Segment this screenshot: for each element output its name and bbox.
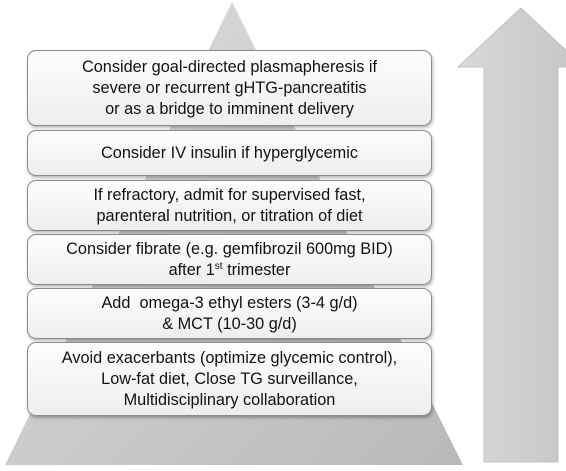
step-line: severe or recurrent gHTG-pancreatitis <box>92 78 367 97</box>
step-fibrate <box>27 234 432 285</box>
step-line: parenteral nutrition, or titration of diet <box>96 206 363 225</box>
step-line: or as a bridge to imminent delivery <box>105 99 354 118</box>
step-line: Consider IV insulin if hyperglycemic <box>101 143 358 162</box>
escalation-arrow-icon <box>458 8 566 462</box>
step-line: If refractory, admit for supervised fast, <box>93 185 366 204</box>
step-line: Consider goal-directed plasmapheresis if <box>81 57 378 76</box>
step-line: Add omega-3 ethyl esters (3-4 g/d) <box>101 293 358 312</box>
step-baseline-measures <box>27 342 432 416</box>
step-plasmapheresis <box>27 50 432 126</box>
step-line: Consider fibrate (e.g. gemfibrozil 600mg BID) <box>66 239 393 258</box>
step-line: Multidisciplinary collaboration <box>123 390 336 409</box>
trimester-post: trimester <box>222 260 291 279</box>
step-omega3-mct <box>27 288 432 339</box>
trimester-superscript: st <box>214 260 223 272</box>
trimester-pre: after 1 <box>168 260 215 279</box>
step-refractory-admission <box>27 180 432 231</box>
step-line: Low-fat diet, Close TG surveillance, <box>101 369 358 388</box>
step-line: & MCT (10-30 g/d) <box>162 314 297 333</box>
step-line: Avoid exacerbants (optimize glycemic control), <box>61 348 398 367</box>
step-iv-insulin <box>27 130 432 176</box>
step-line-trimester <box>169 260 291 281</box>
